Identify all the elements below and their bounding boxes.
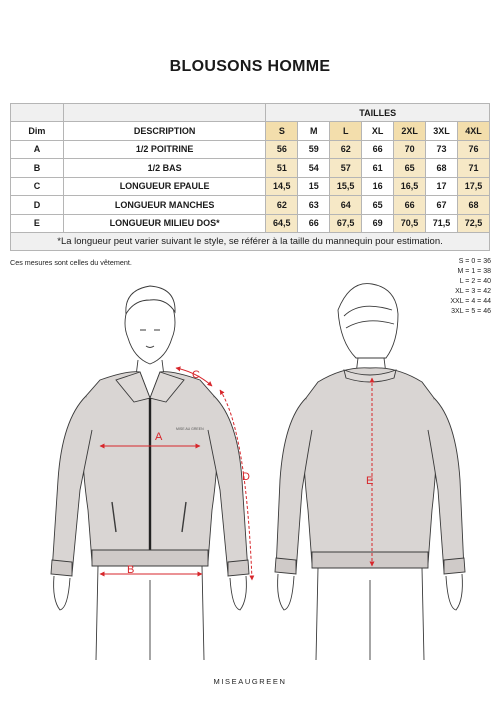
value-cell: 67,5 (330, 214, 362, 233)
value-cell: 57 (330, 159, 362, 178)
size-equivalent-line: XL = 3 = 42 (455, 288, 491, 296)
value-cell: 73 (426, 140, 458, 159)
value-cell: 64,5 (266, 214, 298, 233)
jacket-illustration (0, 280, 500, 660)
value-cell: 72,5 (458, 214, 490, 233)
value-cell: 59 (298, 140, 330, 159)
size-equivalent-line: M = 1 = 38 (457, 268, 491, 276)
value-cell: 69 (362, 214, 394, 233)
description-cell: LONGUEUR EPAULE (63, 177, 265, 196)
value-cell: 62 (330, 140, 362, 159)
value-cell: 16 (362, 177, 394, 196)
value-cell: 70 (394, 140, 426, 159)
size-header: M (298, 122, 330, 141)
table-header-group-row (11, 104, 490, 122)
size-header: L (330, 122, 362, 141)
value-cell: 56 (266, 140, 298, 159)
size-equivalent-line: 3XL = 5 = 46 (451, 308, 491, 316)
value-cell: 51 (266, 159, 298, 178)
value-cell: 62 (266, 196, 298, 215)
value-cell: 15,5 (330, 177, 362, 196)
size-header: XL (362, 122, 394, 141)
size-equivalent-line: L = 2 = 40 (459, 278, 491, 286)
measurement-caption: Ces mesures sont celles du vêtement. (10, 258, 132, 267)
table-row (11, 196, 490, 215)
measure-c-label: C (192, 369, 200, 381)
value-cell: 17,5 (458, 177, 490, 196)
table-row (11, 159, 490, 178)
description-cell: LONGUEUR MANCHES (63, 196, 265, 215)
value-cell: 68 (426, 159, 458, 178)
value-cell: 63 (298, 196, 330, 215)
measure-e-label: E (366, 475, 374, 487)
empty-cell (63, 104, 265, 122)
dim-column-header: Dim (11, 122, 64, 141)
value-cell: 66 (362, 140, 394, 159)
value-cell: 76 (458, 140, 490, 159)
measure-d-label: D (242, 471, 250, 483)
sizes-group-header: TAILLES (266, 104, 490, 122)
back-view (275, 284, 465, 660)
value-cell: 14,5 (266, 177, 298, 196)
size-equivalent-line: S = 0 = 36 (458, 258, 491, 265)
value-cell: 15 (298, 177, 330, 196)
value-cell: 17 (426, 177, 458, 196)
value-cell: 54 (298, 159, 330, 178)
table-row (11, 214, 490, 233)
dim-cell: D (11, 196, 64, 215)
jacket-logo-text: MISE AU GREEN (176, 427, 204, 431)
table-row (11, 140, 490, 159)
dim-cell: B (11, 159, 64, 178)
size-header: 4XL (458, 122, 490, 141)
back-jacket-body (303, 368, 436, 564)
size-header: 2XL (394, 122, 426, 141)
value-cell: 16,5 (394, 177, 426, 196)
measure-a-label: A (155, 431, 163, 443)
front-view (51, 286, 249, 660)
description-cell: LONGUEUR MILIEU DOS* (63, 214, 265, 233)
table-footnote: *La longueur peut varier suivant le style, se référer à la taille du mannequin pour estimation. (11, 233, 490, 251)
value-cell: 68 (458, 196, 490, 215)
brand-logo-text: MISEAUGREEN (213, 677, 287, 686)
dim-cell: A (11, 140, 64, 159)
size-header: 3XL (426, 122, 458, 141)
value-cell: 61 (362, 159, 394, 178)
table-header-row (11, 122, 490, 141)
description-cell: 1/2 BAS (63, 159, 265, 178)
description-column-header: DESCRIPTION (63, 122, 265, 141)
description-cell: 1/2 POITRINE (63, 140, 265, 159)
value-cell: 64 (330, 196, 362, 215)
table-footnote-row (11, 233, 490, 251)
value-cell: 70,5 (394, 214, 426, 233)
value-cell: 67 (426, 196, 458, 215)
size-header: S (266, 122, 298, 141)
size-table (10, 103, 490, 251)
table-row (11, 177, 490, 196)
measure-b-label: B (127, 564, 135, 576)
size-equivalent-line: XXL = 4 = 44 (450, 298, 491, 306)
dim-cell: C (11, 177, 64, 196)
value-cell: 66 (394, 196, 426, 215)
value-cell: 65 (394, 159, 426, 178)
value-cell: 71,5 (426, 214, 458, 233)
value-cell: 71 (458, 159, 490, 178)
empty-cell (11, 104, 64, 122)
value-cell: 66 (298, 214, 330, 233)
page-title: BLOUSONS HOMME (169, 58, 331, 75)
dim-cell: E (11, 214, 64, 233)
value-cell: 65 (362, 196, 394, 215)
